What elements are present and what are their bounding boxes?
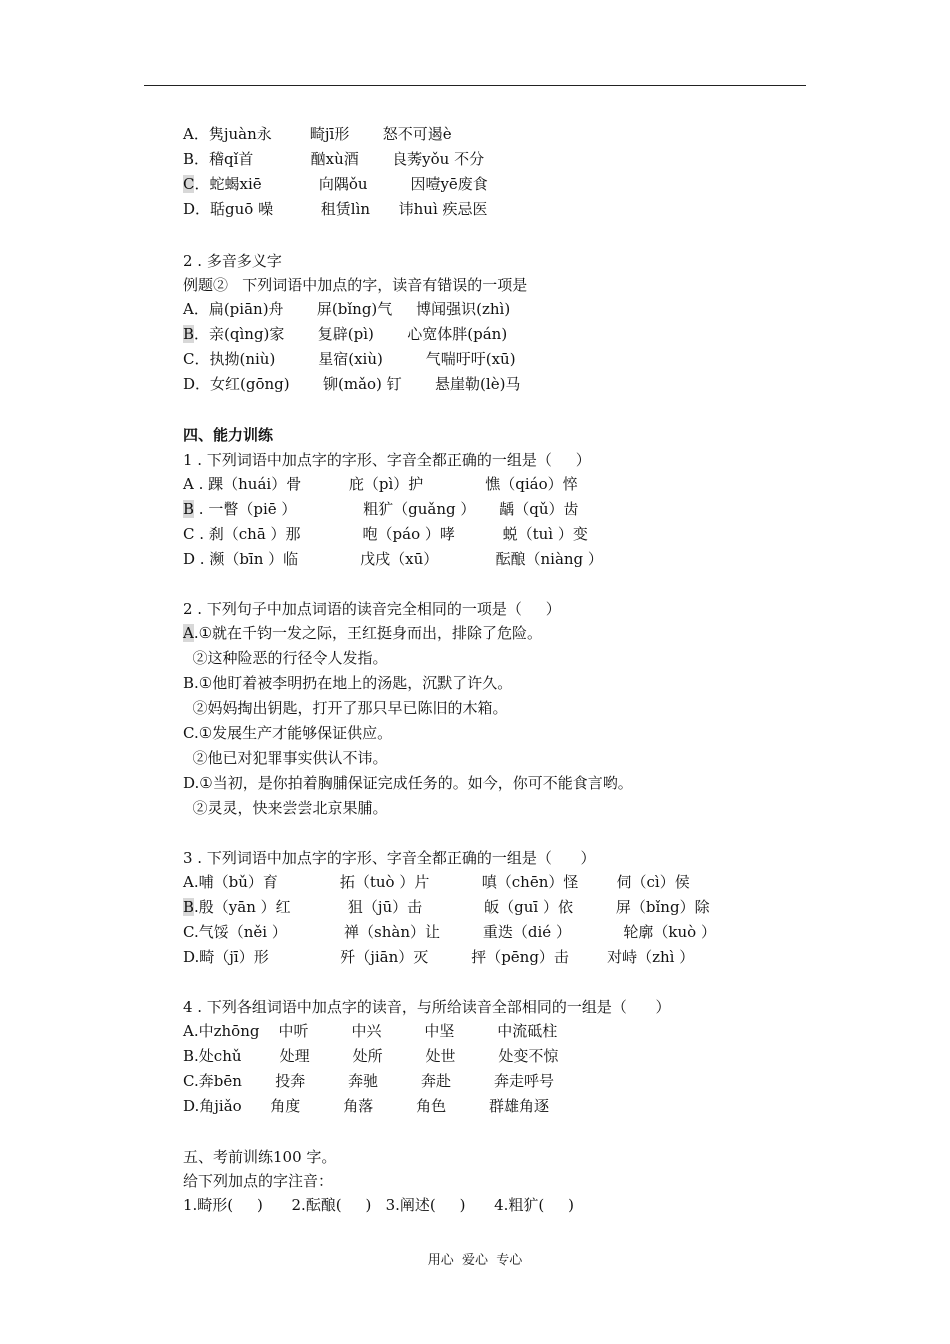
- s4-q1-stem: 1 . 下列词语中加点字的字形、字音全都正确的一组是（ ）: [183, 451, 591, 469]
- q1-option-b: B．稽qǐ首 酗xù酒 良莠yǒu 不分: [183, 150, 485, 168]
- page-footer: 用心 爱心 专心: [427, 1253, 523, 1268]
- option-b-highlight: B: [183, 898, 195, 916]
- s4-q4-option-a: A.中zhōng 中听 中兴 中坚 中流砥柱: [183, 1022, 558, 1040]
- s4-q4-option-b: B.处chǔ 处理 处所 处世 处变不惊: [183, 1047, 559, 1065]
- s4-q2-option-d2: ②灵灵，快来尝尝北京果脯。: [183, 799, 388, 817]
- option-b-highlight: B: [183, 325, 195, 343]
- section5-items: 1.畸形( ) 2.酝酿( ) 3.阐述( ) 4.粗犷( ): [183, 1196, 574, 1214]
- s4-q4-option-d: D.角jiǎo 角度 角落 角色 群雄角逐: [183, 1097, 550, 1115]
- header-rule: [144, 85, 806, 86]
- s4-q2-option-a1: [183, 623, 542, 643]
- s4-q1-option-b: [183, 499, 578, 519]
- s4-q1-option-b-text: . 一瞥（piē ） 粗犷（guǎng ） 龋（qǔ）齿: [194, 500, 579, 518]
- s4-q2-stem: 2 . 下列句子中加点词语的读音完全相同的一项是（ ）: [183, 600, 561, 618]
- s4-q4-option-c: C.奔bēn 投奔 奔驰 奔赴 奔走呼号: [183, 1072, 554, 1090]
- s4-q3-option-c: C.气馁（něi ） 禅（shàn）让 重迭（dié ） 轮廓（kuò ）: [183, 923, 716, 941]
- s4-q3-option-b-text: .殷（yān ）红 狙（jū）击 皈（guī ）依 屏（bǐng）除: [194, 898, 710, 916]
- section2-option-a: A．扁(piān)舟 屏(bǐng)气 博闻强识(zhì): [183, 300, 511, 318]
- section2-title: 2 . 多音多义字: [183, 252, 282, 270]
- s4-q1-option-a: A . 踝（huái）骨 庇（pì）护 憔（qiáo）悴: [183, 475, 578, 493]
- s4-q2-option-a1-text: .①就在千钧一发之际，王红挺身而出，排除了危险。: [193, 624, 543, 642]
- section2-option-b-text: ．亲(qìng)家 复辟(pì) 心宽体胖(pán): [194, 325, 508, 343]
- s4-q2-option-c2: ②他已对犯罪事实供认不讳。: [183, 749, 388, 767]
- s4-q3-option-d: D.畸（jī）形 歼（jiān）灭 抨（pēng）击 对峙（zhì ）: [183, 948, 695, 966]
- q1-option-c: [183, 174, 488, 194]
- option-c-highlight: C: [183, 175, 195, 193]
- s4-q3-option-a: A.哺（bǔ）育 拓（tuò ）片 嗔（chēn）怪 伺（cì）侯: [183, 873, 690, 891]
- section2-option-b: [183, 324, 507, 344]
- s4-q2-option-d1: D.①当初，是你拍着胸脯保证完成任务的。如今，你可不能食言哟。: [183, 774, 633, 792]
- q1-option-a: A．隽juàn永 畸jī形 怒不可遏è: [183, 125, 452, 143]
- s4-q3-stem: 3 . 下列词语中加点字的字形、字音全都正确的一组是（ ）: [183, 849, 596, 867]
- s4-q2-option-a2: ②这种险恶的行径令人发指。: [183, 649, 388, 667]
- option-b-highlight: B: [183, 500, 195, 518]
- section4-title: 四、能力训练: [183, 426, 274, 444]
- s4-q1-option-d: D . 濒（bīn ）临 戊戌（xū） 酝酿（niàng ）: [183, 550, 603, 568]
- s4-q2-option-b2: ②妈妈掏出钥匙，打开了那只早已陈旧的木箱。: [183, 699, 508, 717]
- s4-q3-option-b: [183, 897, 710, 917]
- section2-option-d: D．女红(gōng) 铆(mǎo) 钉 悬崖勒(lè)马: [183, 375, 521, 393]
- section2-example: 例题② 下列词语中加点的字，读音有错误的一项是: [183, 276, 528, 294]
- section2-option-c: C．执拗(niù) 星宿(xiù) 气喘吁吁(xū): [183, 350, 516, 368]
- q1-option-c-text: ．蛇蝎xiē 向隅ǒu 因噎yē废食: [194, 175, 488, 193]
- q1-option-d: D．聒guō 噪 租赁lìn 讳huì 疾忌医: [183, 200, 488, 218]
- section5-instruction: 给下列加点的字注音：: [183, 1172, 334, 1190]
- s4-q2-option-b1: B.①他盯着被李明扔在地上的汤匙，沉默了许久。: [183, 674, 513, 692]
- s4-q1-option-c: C . 刹（chā ）那 咆（páo ）哮 蜕（tuì ）变: [183, 525, 588, 543]
- section5-title: 五、考前训练100 字。: [183, 1148, 337, 1166]
- s4-q2-option-c1: C.①发展生产才能够保证供应。: [183, 724, 393, 742]
- s4-q4-stem: 4 . 下列各组词语中加点字的读音，与所给读音全部相同的一组是（ ）: [183, 998, 671, 1016]
- option-a-highlight: A: [183, 624, 194, 642]
